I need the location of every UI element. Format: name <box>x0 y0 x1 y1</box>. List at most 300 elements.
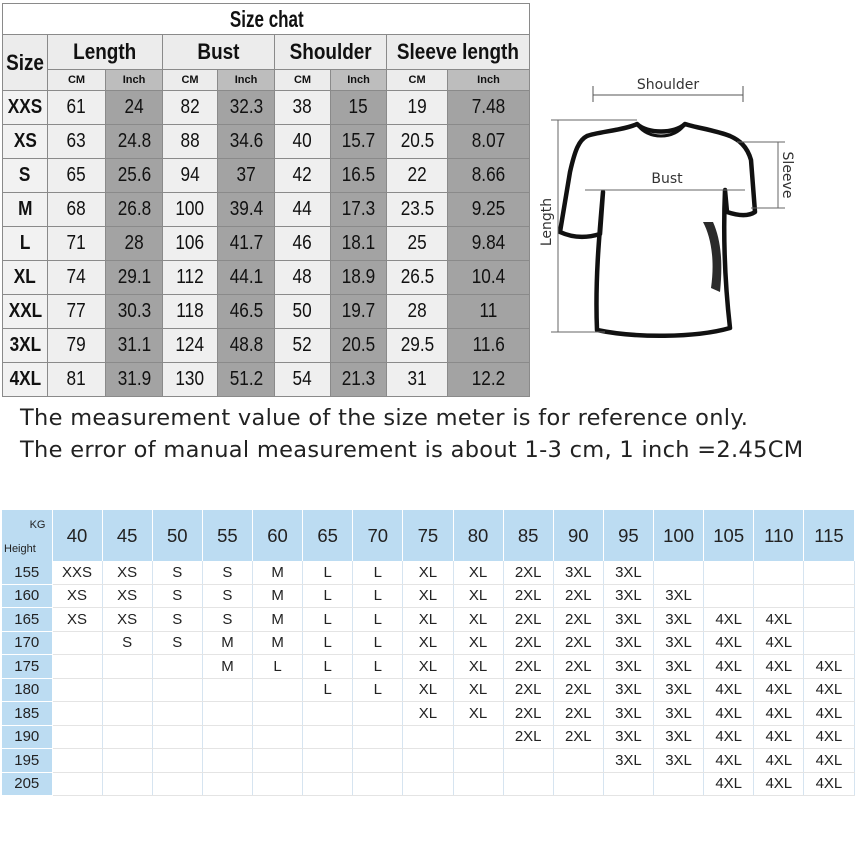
size-cell <box>804 584 854 608</box>
size-cell: XL <box>453 631 503 655</box>
inch-value: 9.84 <box>448 227 530 261</box>
size-cell <box>152 749 202 773</box>
size-cell <box>102 725 152 749</box>
shoulder-header: Shoulder <box>275 35 387 70</box>
size-cell: 4XL <box>704 702 754 726</box>
cm-value: 31 <box>387 363 448 397</box>
weight-header-cell: 95 <box>603 510 653 561</box>
size-cell: S <box>102 631 152 655</box>
height-row <box>2 772 854 796</box>
size-cell: XL <box>403 561 453 584</box>
weight-header-cell: 40 <box>52 510 102 561</box>
kg-label: KG <box>29 519 46 531</box>
size-row <box>3 91 530 125</box>
size-name: XXL <box>3 295 48 329</box>
weight-header-cell: 110 <box>754 510 804 561</box>
size-chart-body <box>3 4 530 397</box>
cm-value: 74 <box>48 261 106 295</box>
size-cell: L <box>303 608 353 632</box>
cm-value: 23.5 <box>387 193 448 227</box>
size-cell: 3XL <box>603 584 653 608</box>
size-cell: M <box>253 631 303 655</box>
inch-value: 30.3 <box>106 295 163 329</box>
size-chart-table <box>2 3 530 397</box>
inch-value: 17.3 <box>331 193 387 227</box>
height-row <box>2 631 854 655</box>
measurement-error-note: The error of manual measurement is about 1-3 cm, 1 inch =2.45CM <box>20 437 804 463</box>
size-cell: M <box>253 584 303 608</box>
cm-value: 118 <box>163 295 218 329</box>
size-cell: 3XL <box>654 608 704 632</box>
size-cell: 2XL <box>503 725 553 749</box>
size-cell: 4XL <box>754 678 804 702</box>
size-cell: L <box>353 584 403 608</box>
size-cell: 3XL <box>553 561 603 584</box>
size-cell: S <box>202 584 252 608</box>
size-cell: 3XL <box>603 725 653 749</box>
weight-header-cell: 70 <box>353 510 403 561</box>
size-cell: 3XL <box>654 584 704 608</box>
size-cell: 2XL <box>553 631 603 655</box>
size-cell: S <box>152 631 202 655</box>
cm-value: 112 <box>163 261 218 295</box>
size-cell <box>754 561 804 584</box>
size-cell: XL <box>453 678 503 702</box>
size-cell <box>553 749 603 773</box>
height-row <box>2 725 854 749</box>
weight-header-cell: 80 <box>453 510 503 561</box>
size-cell <box>453 772 503 796</box>
cm-value: 52 <box>275 329 331 363</box>
size-row <box>3 227 530 261</box>
size-cell: M <box>253 561 303 584</box>
cm-value: 50 <box>275 295 331 329</box>
size-cell: 2XL <box>553 584 603 608</box>
height-cell: 195 <box>2 749 52 773</box>
weight-header-row <box>2 510 854 561</box>
size-cell: 2XL <box>503 608 553 632</box>
size-cell: 4XL <box>804 749 854 773</box>
height-cell: 180 <box>2 678 52 702</box>
size-cell: 4XL <box>704 678 754 702</box>
size-cell: 3XL <box>603 749 653 773</box>
inch-value: 18.1 <box>331 227 387 261</box>
size-cell <box>102 702 152 726</box>
inch-value: 34.6 <box>218 125 275 159</box>
height-cell: 185 <box>2 702 52 726</box>
size-cell: 2XL <box>553 655 603 679</box>
unit-inch: Inch <box>106 70 163 91</box>
size-name: XL <box>3 261 48 295</box>
weight-header-cell: 105 <box>704 510 754 561</box>
cm-value: 40 <box>275 125 331 159</box>
size-cell: L <box>353 561 403 584</box>
size-cell: 3XL <box>603 561 653 584</box>
size-cell: M <box>253 608 303 632</box>
size-cell <box>253 725 303 749</box>
size-cell <box>202 702 252 726</box>
size-cell: XL <box>453 655 503 679</box>
size-cell: L <box>303 584 353 608</box>
weight-header-cell: 60 <box>253 510 303 561</box>
size-cell <box>403 725 453 749</box>
size-cell: 3XL <box>654 725 704 749</box>
height-row <box>2 655 854 679</box>
size-cell <box>152 725 202 749</box>
size-cell <box>754 584 804 608</box>
size-cell: S <box>152 561 202 584</box>
size-cell <box>603 772 653 796</box>
size-name: 4XL <box>3 363 48 397</box>
size-cell: 4XL <box>704 631 754 655</box>
height-row <box>2 608 854 632</box>
size-cell <box>152 678 202 702</box>
cm-value: 94 <box>163 159 218 193</box>
inch-value: 9.25 <box>448 193 530 227</box>
inch-value: 29.1 <box>106 261 163 295</box>
size-row <box>3 329 530 363</box>
size-cell: S <box>202 608 252 632</box>
height-cell: 190 <box>2 725 52 749</box>
size-cell: 2XL <box>553 678 603 702</box>
cm-value: 68 <box>48 193 106 227</box>
inch-value: 11.6 <box>448 329 530 363</box>
inch-value: 31.1 <box>106 329 163 363</box>
size-cell: 3XL <box>654 702 704 726</box>
unit-cm: CM <box>48 70 106 91</box>
size-cell <box>202 749 252 773</box>
cm-value: 130 <box>163 363 218 397</box>
inch-value: 37 <box>218 159 275 193</box>
size-cell: 4XL <box>804 725 854 749</box>
inch-value: 15 <box>331 91 387 125</box>
size-cell <box>303 772 353 796</box>
sleeve-label: Sleeve <box>779 151 795 199</box>
size-cell <box>503 772 553 796</box>
size-cell: 2XL <box>503 584 553 608</box>
unit-cm: CM <box>275 70 331 91</box>
size-name: S <box>3 159 48 193</box>
size-cell: XL <box>403 584 453 608</box>
cm-value: 65 <box>48 159 106 193</box>
size-cell: XXS <box>52 561 102 584</box>
inch-value: 12.2 <box>448 363 530 397</box>
inch-value: 51.2 <box>218 363 275 397</box>
unit-inch: Inch <box>218 70 275 91</box>
size-cell <box>353 772 403 796</box>
size-cell <box>52 725 102 749</box>
length-header: Length <box>48 35 163 70</box>
height-row <box>2 584 854 608</box>
size-cell <box>52 772 102 796</box>
size-cell: L <box>253 655 303 679</box>
size-cell: 4XL <box>754 608 804 632</box>
sleeve-length-header: Sleeve length <box>387 35 530 70</box>
size-cell <box>52 702 102 726</box>
size-cell: 4XL <box>804 772 854 796</box>
size-cell: L <box>353 631 403 655</box>
cm-value: 63 <box>48 125 106 159</box>
size-cell <box>102 655 152 679</box>
cm-value: 48 <box>275 261 331 295</box>
size-cell <box>253 678 303 702</box>
bust-label: Bust <box>651 171 683 187</box>
tshirt-icon <box>560 124 755 336</box>
size-cell <box>253 749 303 773</box>
size-cell: L <box>303 631 353 655</box>
size-cell <box>804 608 854 632</box>
size-cell <box>353 749 403 773</box>
size-cell: 3XL <box>603 655 653 679</box>
size-cell <box>102 678 152 702</box>
size-cell: 4XL <box>754 702 804 726</box>
size-cell: 4XL <box>804 678 854 702</box>
inch-value: 18.9 <box>331 261 387 295</box>
inch-value: 8.66 <box>448 159 530 193</box>
size-row <box>3 261 530 295</box>
size-row <box>3 363 530 397</box>
size-name: 3XL <box>3 329 48 363</box>
size-cell: 3XL <box>603 608 653 632</box>
size-cell: S <box>202 561 252 584</box>
height-cell: 205 <box>2 772 52 796</box>
inch-value: 19.7 <box>331 295 387 329</box>
size-cell <box>353 702 403 726</box>
size-cell: XL <box>453 584 503 608</box>
inch-value: 15.7 <box>331 125 387 159</box>
size-chart-title: Size chat <box>39 4 492 35</box>
inch-value: 25.6 <box>106 159 163 193</box>
size-cell: M <box>202 655 252 679</box>
size-row <box>3 193 530 227</box>
size-cell <box>303 725 353 749</box>
size-cell <box>52 655 102 679</box>
cm-value: 124 <box>163 329 218 363</box>
size-cell: 2XL <box>503 655 553 679</box>
inch-value: 48.8 <box>218 329 275 363</box>
size-cell <box>102 749 152 773</box>
size-cell: XS <box>102 561 152 584</box>
inch-value: 10.4 <box>448 261 530 295</box>
weight-header-cell: 100 <box>654 510 704 561</box>
size-cell <box>804 561 854 584</box>
cm-value: 100 <box>163 193 218 227</box>
cm-value: 20.5 <box>387 125 448 159</box>
size-cell <box>403 749 453 773</box>
unit-cm: CM <box>163 70 218 91</box>
size-cell <box>804 631 854 655</box>
height-row <box>2 702 854 726</box>
size-cell: 2XL <box>553 725 603 749</box>
size-cell <box>704 561 754 584</box>
weight-header-cell: 65 <box>303 510 353 561</box>
weight-header-cell: 55 <box>202 510 252 561</box>
size-row <box>3 159 530 193</box>
size-row <box>3 295 530 329</box>
tshirt-measurement-diagram <box>525 62 855 362</box>
cm-value: 38 <box>275 91 331 125</box>
size-cell <box>303 702 353 726</box>
size-cell: 4XL <box>704 655 754 679</box>
inch-value: 31.9 <box>106 363 163 397</box>
size-cell: 2XL <box>553 608 603 632</box>
unit-inch: Inch <box>448 70 530 91</box>
cm-value: 28 <box>387 295 448 329</box>
cm-value: 106 <box>163 227 218 261</box>
size-cell: 3XL <box>654 678 704 702</box>
size-cell <box>152 702 202 726</box>
inch-value: 24.8 <box>106 125 163 159</box>
cm-value: 22 <box>387 159 448 193</box>
unit-inch: Inch <box>331 70 387 91</box>
size-cell: 2XL <box>503 702 553 726</box>
size-cell: XL <box>453 561 503 584</box>
size-cell: L <box>303 561 353 584</box>
size-cell: 4XL <box>704 749 754 773</box>
size-cell: 4XL <box>704 608 754 632</box>
size-cell: 4XL <box>754 772 804 796</box>
cm-value: 81 <box>48 363 106 397</box>
size-cell: XL <box>403 678 453 702</box>
cm-value: 25 <box>387 227 448 261</box>
cm-value: 88 <box>163 125 218 159</box>
size-cell: M <box>202 631 252 655</box>
size-cell <box>102 772 152 796</box>
size-cell: 2XL <box>503 561 553 584</box>
height-cell: 170 <box>2 631 52 655</box>
reference-note: The measurement value of the size meter is for reference only. <box>20 405 749 431</box>
size-cell: XS <box>102 608 152 632</box>
height-row <box>2 749 854 773</box>
size-cell <box>303 749 353 773</box>
size-cell: XL <box>453 608 503 632</box>
weight-header-cell: 115 <box>804 510 854 561</box>
size-cell: 4XL <box>754 725 804 749</box>
size-cell: XL <box>403 631 453 655</box>
inch-value: 41.7 <box>218 227 275 261</box>
size-cell <box>403 772 453 796</box>
size-cell: L <box>353 678 403 702</box>
size-cell: 3XL <box>603 702 653 726</box>
height-cell: 175 <box>2 655 52 679</box>
size-cell <box>202 725 252 749</box>
weight-header-cell: 50 <box>152 510 202 561</box>
size-cell <box>52 749 102 773</box>
size-cell: XS <box>52 608 102 632</box>
size-row <box>3 125 530 159</box>
cm-value: 42 <box>275 159 331 193</box>
size-cell <box>202 772 252 796</box>
cm-value: 46 <box>275 227 331 261</box>
weight-height-size-table <box>2 510 855 796</box>
height-cell: 165 <box>2 608 52 632</box>
cm-value: 61 <box>48 91 106 125</box>
size-cell: S <box>152 608 202 632</box>
inch-value: 8.07 <box>448 125 530 159</box>
size-cell <box>52 631 102 655</box>
size-cell <box>353 725 403 749</box>
size-cell: S <box>152 584 202 608</box>
weight-header-cell: 85 <box>503 510 553 561</box>
cm-value: 79 <box>48 329 106 363</box>
height-row <box>2 678 854 702</box>
size-cell <box>453 749 503 773</box>
size-cell: L <box>303 655 353 679</box>
size-cell <box>553 772 603 796</box>
size-cell: 4XL <box>754 631 804 655</box>
size-cell: 4XL <box>804 655 854 679</box>
cm-value: 82 <box>163 91 218 125</box>
size-cell <box>654 772 704 796</box>
size-cell <box>503 749 553 773</box>
cm-value: 29.5 <box>387 329 448 363</box>
size-cell <box>704 584 754 608</box>
size-cell: 4XL <box>704 725 754 749</box>
size-cell <box>253 702 303 726</box>
size-cell: XL <box>403 608 453 632</box>
size-cell: L <box>353 655 403 679</box>
inch-value: 21.3 <box>331 363 387 397</box>
size-name: XS <box>3 125 48 159</box>
inch-value: 32.3 <box>218 91 275 125</box>
height-label: Height <box>4 543 36 555</box>
size-cell <box>52 678 102 702</box>
size-cell: 3XL <box>654 749 704 773</box>
size-cell: 3XL <box>603 678 653 702</box>
inch-value: 39.4 <box>218 193 275 227</box>
size-cell: XS <box>102 584 152 608</box>
size-cell <box>253 772 303 796</box>
height-row <box>2 561 854 584</box>
size-cell: 4XL <box>754 655 804 679</box>
size-cell: XL <box>453 702 503 726</box>
inch-value: 20.5 <box>331 329 387 363</box>
size-cell: L <box>353 608 403 632</box>
size-cell: XL <box>403 655 453 679</box>
size-cell <box>654 561 704 584</box>
size-cell <box>152 772 202 796</box>
weight-header-cell: 75 <box>403 510 453 561</box>
size-name: XXS <box>3 91 48 125</box>
size-cell <box>202 678 252 702</box>
unit-cm: CM <box>387 70 448 91</box>
cm-value: 54 <box>275 363 331 397</box>
size-cell: 4XL <box>754 749 804 773</box>
cm-value: 71 <box>48 227 106 261</box>
size-cell: 2XL <box>503 631 553 655</box>
height-cell: 160 <box>2 584 52 608</box>
size-cell: 3XL <box>654 655 704 679</box>
size-column-header: Size <box>3 35 48 91</box>
size-cell: 3XL <box>603 631 653 655</box>
size-cell: 4XL <box>704 772 754 796</box>
corner-cell <box>2 510 52 561</box>
unit-row <box>3 70 530 91</box>
cm-value: 19 <box>387 91 448 125</box>
size-cell <box>152 655 202 679</box>
bust-header: Bust <box>163 35 275 70</box>
size-cell: 2XL <box>553 702 603 726</box>
weight-height-body <box>2 510 854 796</box>
inch-value: 44.1 <box>218 261 275 295</box>
size-cell: 2XL <box>503 678 553 702</box>
size-cell: 3XL <box>654 631 704 655</box>
cm-value: 26.5 <box>387 261 448 295</box>
cm-value: 77 <box>48 295 106 329</box>
size-cell: XL <box>403 702 453 726</box>
inch-value: 24 <box>106 91 163 125</box>
length-label: Length <box>539 197 555 247</box>
